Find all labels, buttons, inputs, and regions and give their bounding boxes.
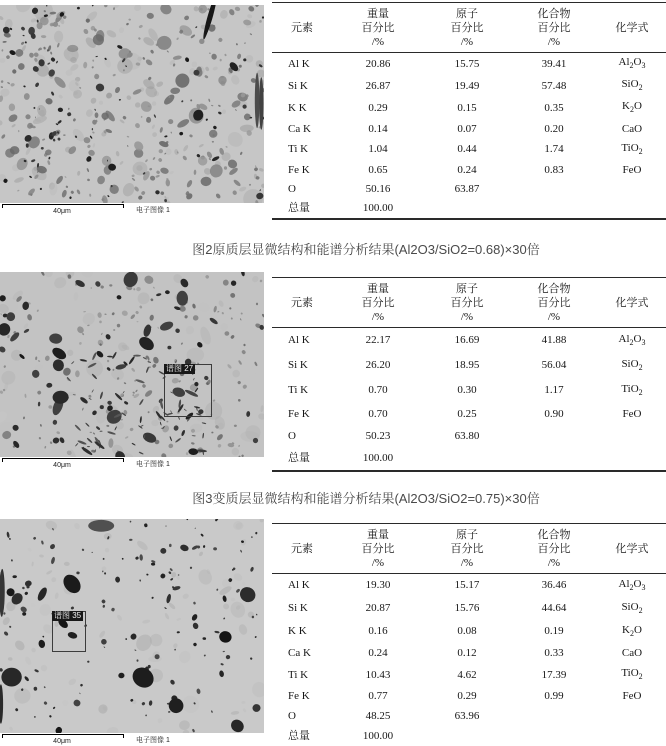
cell-value: 26.20 bbox=[365, 359, 391, 372]
cell-value: 15.17 bbox=[454, 579, 480, 592]
table-row bbox=[272, 97, 666, 119]
cell-value: 63.87 bbox=[454, 182, 480, 195]
cell-value: 0.07 bbox=[457, 122, 477, 135]
cell-value: 1.04 bbox=[368, 143, 388, 156]
cell-value: 50.23 bbox=[365, 430, 391, 443]
cell-value: 36.46 bbox=[541, 579, 567, 592]
cell-value: 0.44 bbox=[457, 143, 477, 156]
figure-3-caption: 图3变质层显微结构和能谱分析结果(Al2O3/SiO2=0.75)×30倍 bbox=[192, 491, 540, 506]
cell-formula bbox=[598, 448, 666, 471]
cell-value: 100.00 bbox=[362, 452, 394, 465]
cell-value bbox=[510, 199, 598, 219]
cell-formula: SiO$_2$ bbox=[621, 78, 643, 93]
table-row bbox=[272, 199, 666, 219]
cell-element: Al K bbox=[288, 334, 310, 347]
cell-formula bbox=[598, 180, 666, 199]
cell-value: 44.64 bbox=[541, 602, 567, 615]
cell-value bbox=[510, 727, 598, 746]
cell-formula bbox=[598, 727, 666, 746]
cell-element: 总量 bbox=[288, 452, 310, 465]
cell-element: Ti K bbox=[288, 143, 309, 156]
cell-element: Si K bbox=[288, 602, 308, 615]
cell-element: 总量 bbox=[288, 201, 310, 214]
cell-element: Fe K bbox=[288, 408, 310, 421]
cell-value bbox=[510, 707, 598, 727]
cell-value: 63.80 bbox=[454, 430, 480, 443]
micrograph-footer bbox=[0, 203, 264, 216]
cell-value: 0.19 bbox=[544, 625, 564, 638]
cell-formula: CaO bbox=[621, 647, 643, 660]
cell-element: 总量 bbox=[288, 730, 310, 743]
cell-value: 100.00 bbox=[362, 730, 394, 743]
table-row bbox=[272, 353, 666, 378]
cell-value: 0.70 bbox=[368, 408, 388, 421]
sem-image-1 bbox=[0, 5, 264, 203]
cell-value: 50.16 bbox=[365, 182, 391, 195]
cell-value: 18.95 bbox=[454, 359, 480, 372]
table-row bbox=[272, 328, 666, 354]
cell-formula: TiO$_2$ bbox=[621, 382, 643, 398]
cell-value: 1.74 bbox=[544, 143, 564, 156]
sem-micrograph-2 bbox=[0, 272, 264, 470]
table-row bbox=[272, 161, 666, 180]
table-row bbox=[272, 644, 666, 664]
sem-image-2 bbox=[0, 272, 264, 457]
table-row bbox=[272, 597, 666, 620]
cell-value bbox=[510, 180, 598, 199]
cell-value: 0.14 bbox=[368, 122, 388, 135]
spectrum-region-label: 谱图 35 bbox=[54, 611, 82, 620]
figure-2-caption: 图2原质层显微结构和能谱分析结果(Al2O3/SiO2=0.68)×30倍 bbox=[192, 242, 540, 257]
eds-table-3 bbox=[272, 523, 666, 746]
cell-value: 0.25 bbox=[457, 408, 477, 421]
cell-value: 0.29 bbox=[457, 690, 477, 703]
cell-value: 0.15 bbox=[457, 101, 477, 114]
table-row bbox=[272, 727, 666, 746]
cell-value: 0.24 bbox=[368, 647, 388, 660]
cell-element: Fe K bbox=[288, 163, 310, 176]
cell-value: 0.24 bbox=[457, 163, 477, 176]
table-row bbox=[272, 574, 666, 598]
electron-image-label: 电子图像 1 bbox=[136, 207, 170, 214]
col-formula: 化学式 bbox=[598, 278, 666, 328]
table-row bbox=[272, 707, 666, 727]
cell-element: Al K bbox=[288, 579, 310, 592]
micrograph-footer bbox=[0, 733, 264, 746]
cell-element: Ti K bbox=[288, 384, 309, 397]
scale-bar-label: 40μm bbox=[53, 208, 71, 215]
col-atomic-pct: 原子 百分比 /% bbox=[424, 3, 510, 53]
cell-value: 20.86 bbox=[365, 57, 391, 70]
cell-element: O bbox=[288, 710, 296, 723]
cell-value: 1.17 bbox=[544, 384, 564, 397]
col-compound-pct: 化合物 百分比 /% bbox=[510, 278, 598, 328]
table-row bbox=[272, 378, 666, 403]
eds-table-3-box bbox=[272, 523, 666, 746]
cell-value: 48.25 bbox=[365, 710, 391, 723]
cell-formula bbox=[598, 426, 666, 448]
micrograph-footer bbox=[0, 457, 264, 470]
table-row bbox=[272, 620, 666, 643]
col-weight-pct: 重量 百分比 /% bbox=[332, 3, 424, 53]
cell-value: 16.69 bbox=[454, 334, 480, 347]
cell-value: 19.30 bbox=[365, 579, 391, 592]
cell-formula: SiO$_2$ bbox=[621, 357, 643, 372]
cell-value: 0.33 bbox=[544, 647, 564, 660]
cell-value: 57.48 bbox=[541, 79, 567, 92]
eds-table-1 bbox=[272, 2, 666, 220]
cell-value: 0.90 bbox=[544, 408, 564, 421]
table-header-row bbox=[272, 3, 666, 53]
cell-element: Ca K bbox=[288, 647, 311, 660]
cell-formula: TiO$_2$ bbox=[621, 141, 643, 156]
cell-value: 0.12 bbox=[457, 647, 477, 660]
cell-element: Fe K bbox=[288, 690, 310, 703]
cell-formula: $Al_2O_3$ bbox=[618, 577, 646, 592]
cell-value: 17.39 bbox=[541, 668, 567, 681]
cell-value: 0.30 bbox=[457, 384, 477, 397]
col-weight-pct: 重量 百分比 /% bbox=[332, 524, 424, 574]
cell-formula: FeO bbox=[622, 690, 642, 703]
cell-formula: $K_2O$ bbox=[622, 623, 642, 639]
table-row bbox=[272, 664, 666, 687]
sem-image-3 bbox=[0, 519, 264, 733]
cell-value: 22.17 bbox=[365, 334, 391, 347]
table-row bbox=[272, 426, 666, 448]
cell-formula bbox=[598, 707, 666, 727]
cell-element: K K bbox=[288, 625, 307, 638]
cell-value bbox=[510, 426, 598, 448]
cell-value: 39.41 bbox=[541, 57, 567, 70]
sem-micrograph-1 bbox=[0, 5, 264, 216]
table-row bbox=[272, 53, 666, 76]
table-row bbox=[272, 120, 666, 139]
cell-value bbox=[510, 448, 598, 471]
cell-value bbox=[424, 199, 510, 219]
cell-element: O bbox=[288, 430, 296, 443]
eds-table-1-box bbox=[272, 2, 666, 220]
table-row bbox=[272, 448, 666, 471]
col-formula: 化学式 bbox=[598, 524, 666, 574]
table-row bbox=[272, 404, 666, 426]
cell-value: 19.49 bbox=[454, 79, 480, 92]
cell-element: Si K bbox=[288, 79, 308, 92]
table-header-row bbox=[272, 278, 666, 328]
cell-formula: $K_2O$ bbox=[622, 100, 642, 115]
col-atomic-pct: 原子 百分比 /% bbox=[424, 524, 510, 574]
cell-value: 4.62 bbox=[457, 668, 477, 681]
cell-element: Ti K bbox=[288, 668, 309, 681]
cell-formula: $Al_2O_3$ bbox=[618, 56, 646, 71]
spectrum-region-label: 谱图 27 bbox=[166, 364, 194, 373]
col-formula: 化学式 bbox=[598, 3, 666, 53]
cell-formula: $Al_2O_3$ bbox=[618, 332, 646, 347]
eds-table-2 bbox=[272, 277, 666, 472]
col-compound-pct: 化合物 百分比 /% bbox=[510, 524, 598, 574]
cell-value: 100.00 bbox=[362, 201, 394, 214]
cell-formula: CaO bbox=[621, 122, 643, 135]
eds-table-2-box bbox=[272, 277, 666, 472]
col-atomic-pct: 原子 百分比 /% bbox=[424, 278, 510, 328]
cell-value: 26.87 bbox=[365, 79, 391, 92]
cell-value: 0.77 bbox=[368, 690, 388, 703]
col-compound-pct: 化合物 百分比 /% bbox=[510, 3, 598, 53]
cell-value: 41.88 bbox=[541, 334, 567, 347]
cell-formula: TiO$_2$ bbox=[621, 667, 643, 682]
cell-formula: FeO bbox=[622, 408, 642, 421]
electron-image-label: 电子图像 1 bbox=[136, 737, 170, 744]
cell-value: 0.29 bbox=[368, 101, 388, 114]
cell-value bbox=[424, 727, 510, 746]
spectrum-region-box bbox=[164, 364, 212, 417]
table-row bbox=[272, 180, 666, 199]
cell-value: 0.83 bbox=[544, 163, 564, 176]
scale-bar-label: 40μm bbox=[53, 738, 71, 745]
cell-value: 63.96 bbox=[454, 710, 480, 723]
cell-value: 0.65 bbox=[368, 163, 388, 176]
sem-micrograph-3 bbox=[0, 519, 264, 746]
cell-element: Ca K bbox=[288, 122, 311, 135]
electron-image-label: 电子图像 1 bbox=[136, 461, 170, 468]
cell-value: 0.08 bbox=[457, 625, 477, 638]
cell-element: O bbox=[288, 182, 296, 195]
cell-value: 0.35 bbox=[544, 101, 564, 114]
col-weight-pct: 重量 百分比 /% bbox=[332, 278, 424, 328]
table-row bbox=[272, 75, 666, 97]
cell-value: 0.99 bbox=[544, 690, 564, 703]
cell-element: Si K bbox=[288, 359, 308, 372]
cell-value: 15.75 bbox=[454, 57, 480, 70]
cell-value: 56.04 bbox=[541, 359, 567, 372]
cell-element: K K bbox=[288, 101, 307, 114]
cell-formula bbox=[598, 199, 666, 219]
cell-formula: SiO$_2$ bbox=[621, 600, 643, 615]
table-header-row bbox=[272, 524, 666, 574]
cell-element: Al K bbox=[288, 57, 310, 70]
table-row bbox=[272, 687, 666, 707]
table-row bbox=[272, 139, 666, 161]
spectrum-region-box bbox=[52, 611, 86, 652]
col-element: 元素 bbox=[272, 3, 332, 53]
cell-value: 0.70 bbox=[368, 384, 388, 397]
cell-value bbox=[424, 448, 510, 471]
cell-value: 20.87 bbox=[365, 602, 391, 615]
cell-formula: FeO bbox=[622, 163, 642, 176]
cell-value: 15.76 bbox=[454, 602, 480, 615]
scale-bar-label: 40μm bbox=[53, 462, 71, 469]
cell-value: 10.43 bbox=[365, 668, 391, 681]
col-element: 元素 bbox=[272, 278, 332, 328]
cell-value: 0.16 bbox=[368, 625, 388, 638]
cell-value: 0.20 bbox=[544, 122, 564, 135]
col-element: 元素 bbox=[272, 524, 332, 574]
